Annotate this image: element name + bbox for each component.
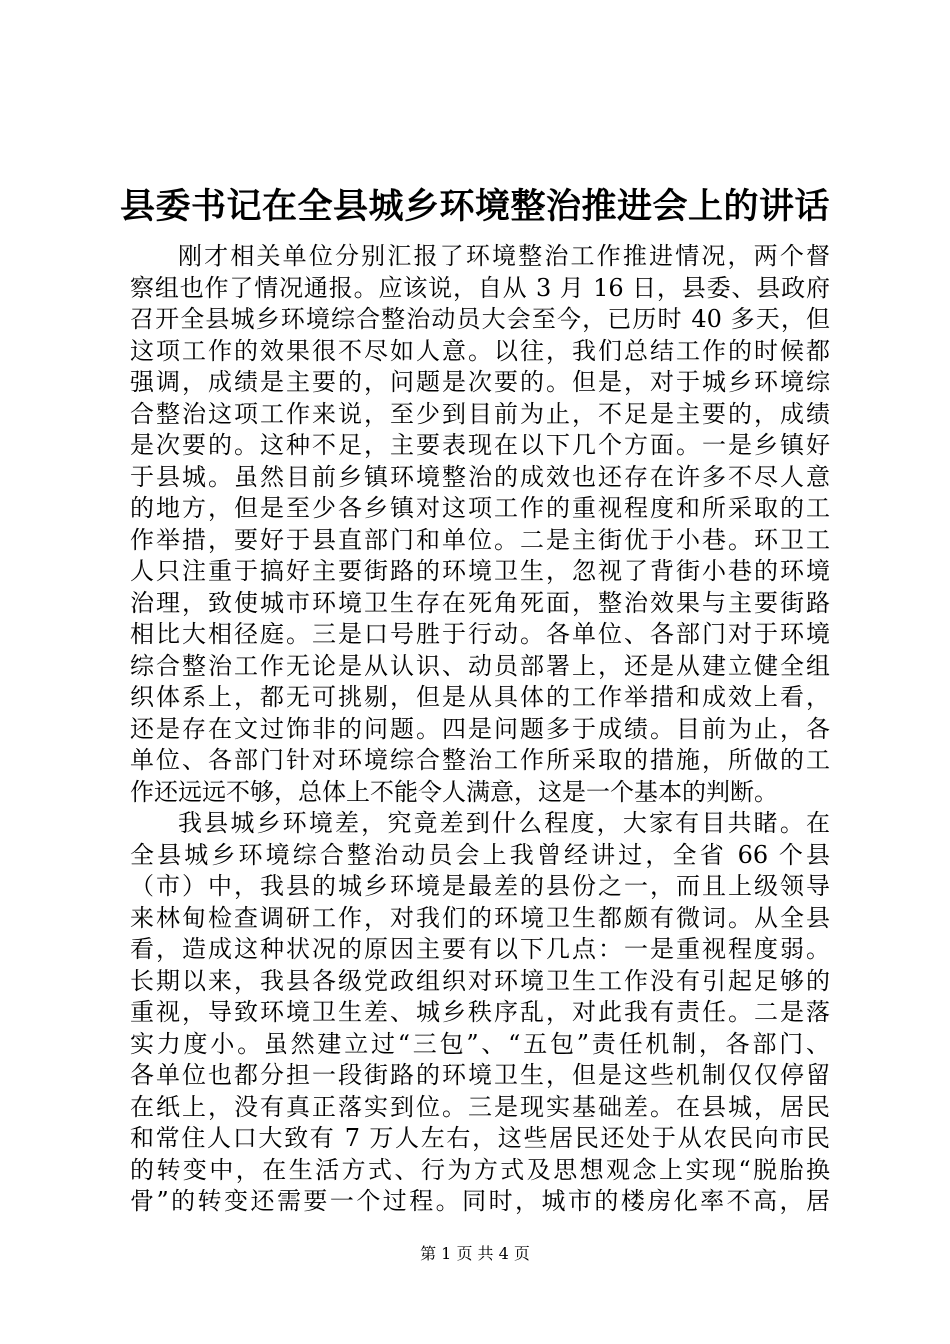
text-line: 长期以来，我县各级党政组织对环境卫生工作没有引起足够的	[130, 966, 830, 995]
text-line: 这项工作的效果很不尽如人意。以往，我们总结工作的时候都	[130, 336, 830, 365]
document-body	[130, 241, 830, 1218]
text-line: 是次要的。这种不足，主要表现在以下几个方面。一是乡镇好	[130, 431, 830, 459]
paragraph-2	[130, 808, 830, 1218]
page-footer: 第 1 页 共 4 页	[420, 1244, 530, 1263]
text-line: 全县城乡环境综合整治动员会上我曾经讲过，全省 66 个县	[130, 840, 830, 869]
text-line: 的地方，但是至少各乡镇对这项工作的重视程度和所采取的工	[130, 494, 830, 522]
text-line: 察组也作了情况通报。应该说，自从 3 月 16 日，县委、县政府	[130, 273, 830, 302]
text-line: 各单位也都分担一段街路的环境卫生，但是这些机制仅仅停留	[130, 1061, 830, 1089]
text-line: 作还远远不够，总体上不能令人满意，这是一个基本的判断。	[130, 777, 778, 806]
text-line: 于县城。虽然目前乡镇环境整治的成效也还存在许多不尽人意	[130, 462, 830, 491]
text-line: 治理，致使城市环境卫生存在死角死面，整治效果与主要街路	[130, 588, 830, 617]
text-line: 我县城乡环境差，究竟差到什么程度，大家有目共睹。在	[178, 809, 830, 837]
text-line: 在纸上，没有真正落实到位。三是现实基础差。在县城，居民	[130, 1092, 830, 1121]
text-line: 还是存在文过饰非的问题。四是问题多于成绩。目前为止，各	[130, 714, 830, 743]
text-line: 骨”的转变还需要一个过程。同时，城市的楼房化率不高，居	[130, 1187, 830, 1215]
text-line: 合整治这项工作来说，至少到目前为止，不足是主要的，成绩	[130, 399, 830, 428]
text-line: 实力度小。虽然建立过“三包”、“五包”责任机制，各部门、	[130, 1029, 830, 1058]
text-line: 刚才相关单位分别汇报了环境整治工作推进情况，两个督	[178, 242, 830, 270]
text-line: 相比大相径庭。三是口号胜于行动。各单位、各部门对于环境	[130, 620, 830, 648]
text-line: 织体系上，都无可挑剔，但是从具体的工作举措和成效上看，	[130, 683, 830, 711]
text-line: 强调，成绩是主要的，问题是次要的。但是，对于城乡环境综	[130, 368, 830, 396]
text-line: 单位、各部门针对环境综合整治工作所采取的措施，所做的工	[130, 746, 830, 774]
text-line: 重视，导致环境卫生差、城乡秩序乱，对此我有责任。二是落	[130, 998, 830, 1026]
text-line: 召开全县城乡环境综合整治动员大会至今，已历时 40 多天，但	[130, 305, 830, 333]
text-line: 来林甸检查调研工作，对我们的环境卫生都颇有微词。从全县	[130, 903, 830, 932]
text-line: 综合整治工作无论是从认识、动员部署上，还是从建立健全组	[130, 651, 830, 680]
text-line: 和常住人口大致有 7 万人左右，这些居民还处于从农民向市民	[130, 1124, 830, 1152]
paragraph-1	[130, 241, 830, 808]
text-line: 作举措，要好于县直部门和单位。二是主街优于小巷。环卫工	[130, 525, 830, 554]
text-line: 人只注重于搞好主要街路的环境卫生，忽视了背街小巷的环境	[130, 557, 830, 585]
document-title: 县委书记在全县城乡环境整治推进会上的讲话	[119, 187, 830, 227]
text-line: （市）中，我县的城乡环境是最差的县份之一，而且上级领导	[130, 872, 830, 900]
text-line: 的转变中，在生活方式、行为方式及思想观念上实现“脱胎换	[130, 1155, 830, 1184]
text-line: 看，造成这种状况的原因主要有以下几点：一是重视程度弱。	[130, 935, 830, 963]
